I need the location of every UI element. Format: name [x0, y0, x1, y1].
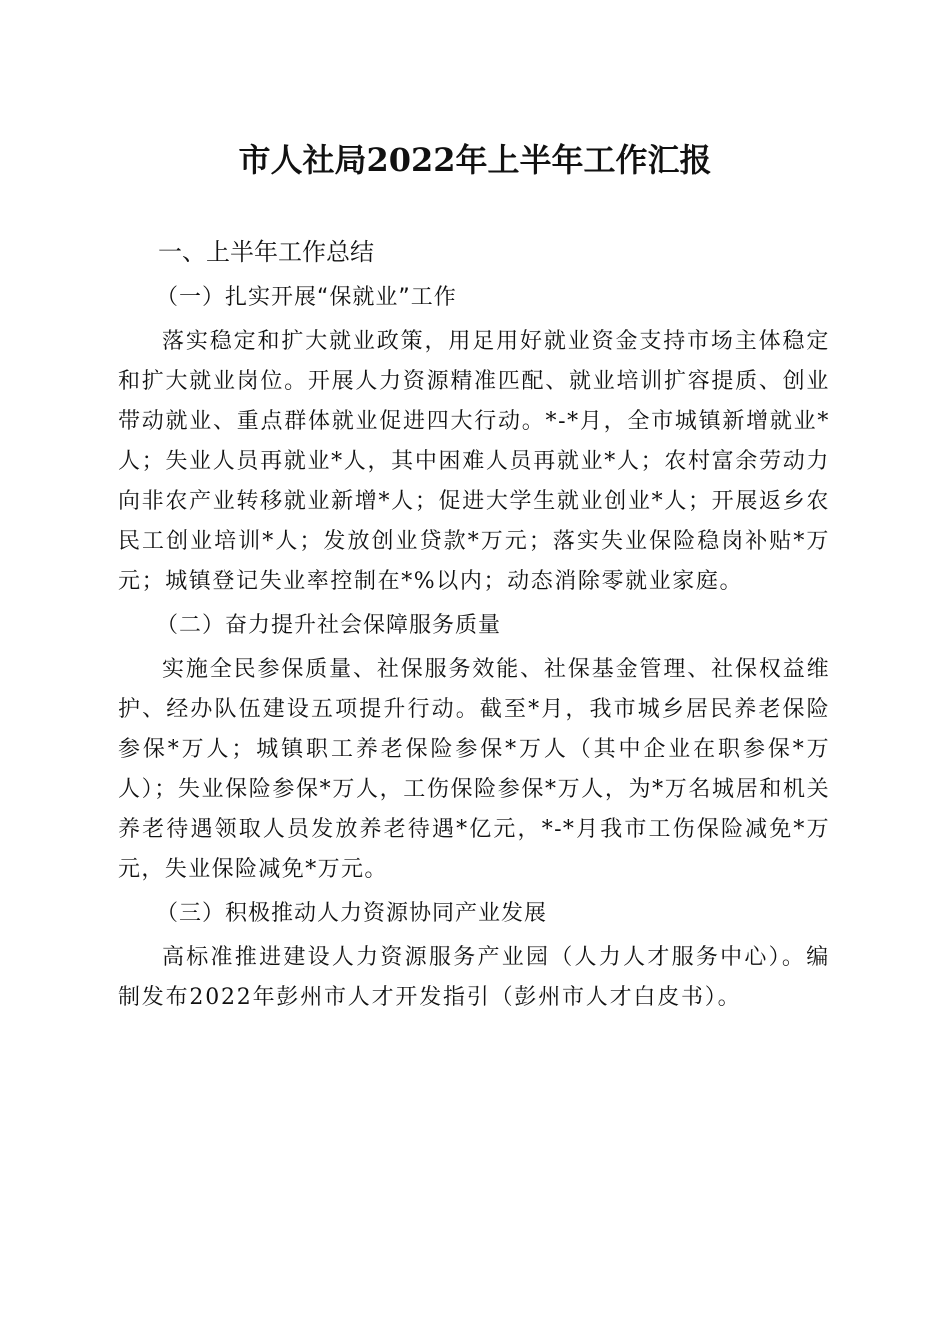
section-heading: 一、上半年工作总结: [158, 238, 374, 266]
document-body: [118, 232, 830, 1022]
paragraph-employment: 落实稳定和扩大就业政策，用足用好就业资金支持市场主体稳定和扩大就业岗位。开展人力资源精准匹配、就业培训扩容提质、创业带动就业、重点群体就业促进四大行动。*-*月，全市城镇新增就业*人；失业人员再就业*人，其中困难人员再就业*人；农村富余劳动力向非农产业转移就业新增*人；促进大学生就业创业*人；开展返乡农民工创业培训*人；发放创业贷款*万元；落实失业保险稳岗补贴*万元；城镇登记失业率控制在*%以内；动态消除零就业家庭。: [118, 329, 830, 594]
subsection-heading-human-resources: （三）积极推动人力资源协同产业发展: [156, 901, 548, 926]
paragraph-human-resources: 高标准推进建设人力资源服务产业园（人力人才服务中心）。编制发布2022年彭州市人才开发指引（彭州市人才白皮书）。: [118, 945, 830, 1010]
subsection-heading-employment: （一）扎实开展“保就业”工作: [156, 285, 457, 310]
subsection-heading-social-security: （二）奋力提升社会保障服务质量: [156, 613, 502, 638]
paragraph-social-security: 实施全民参保质量、社保服务效能、社保基金管理、社保权益维护、经办队伍建设五项提升行动。截至*月，我市城乡居民养老保险参保*万人；城镇职工养老保险参保*万人（其中企业在职参保*万人）；失业保险参保*万人，工伤保险参保*万人，为*万名城居和机关养老待遇领取人员发放养老待遇*亿元，*-*月我市工伤保险减免*万元，失业保险减免*万元。: [118, 657, 830, 882]
document-title: 市人社局2022年上半年工作汇报: [238, 141, 712, 179]
